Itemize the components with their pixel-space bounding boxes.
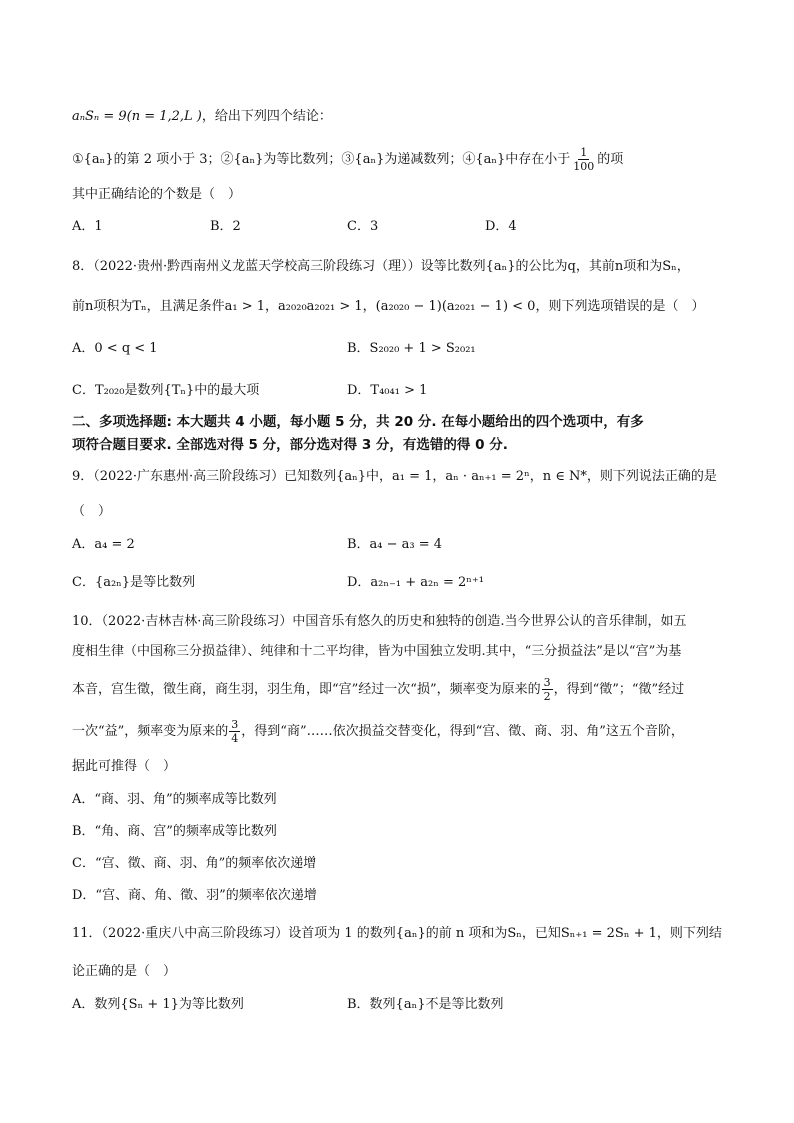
q10-stem-line4	[72, 718, 684, 745]
q8-option-d: D．T₄₀₄₁ > 1	[347, 383, 428, 398]
q8-option-a: A．0 < q < 1	[72, 341, 158, 356]
q10-stem-line3	[72, 676, 684, 703]
q10-option-b: B．“角、商、宫”的频率成等比数列	[72, 824, 277, 839]
q7-fraction-denominator: 100	[573, 160, 595, 173]
q7-option-d: D．4	[485, 219, 517, 234]
q10-fraction-2-numerator: 3	[231, 718, 239, 731]
q8-options-row2	[72, 382, 428, 400]
q7-option-b: B．2	[210, 219, 241, 234]
q11-stem-line2: 论正确的是（ ）	[72, 964, 177, 979]
q7-option-c: C．3	[347, 219, 379, 234]
q7-question: 其中正确结论的个数是（ ）	[72, 187, 242, 202]
q7-claims-text: ①{aₙ}的第 2 项小于 3；②{aₙ}为等比数列；③{aₙ}为递减数列；④{aₙ}中存在小于	[72, 152, 571, 167]
q10-stem-line2: 度相生律（中国称三分损益律）、纯律和十二平均律，皆为中国独立发明.其中，“三分损益法”是以“宫”为基	[72, 644, 682, 659]
q9-stem-line2: （ ）	[72, 504, 112, 519]
q9-option-d: D．a₂ₙ₋₁ + a₂ₙ = 2ⁿ⁺¹	[347, 575, 484, 590]
q9-option-c: C．{a₂ₙ}是等比数列	[72, 575, 196, 590]
section2-heading-line1: 二、多项选择题: 本大题共 4 小题，每小题 5 分，共 20 分. 在每小题给出的四个选项中，有多	[72, 414, 644, 430]
q7-fraction	[571, 146, 596, 173]
q11-option-a: A．数列{Sₙ + 1}为等比数列	[72, 997, 244, 1012]
q9-options-row2	[72, 574, 484, 592]
q9-option-a: A．a₄ = 2	[72, 537, 135, 552]
q7-condition	[72, 108, 332, 126]
q10-fraction-2-denominator: 4	[231, 732, 239, 745]
q10-line4-text: 一次“益”，频率变为原来的	[72, 724, 229, 739]
q10-option-c: C．“宫、徵、商、羽、角”的频率依次递增	[72, 856, 317, 871]
q7-option-a: A．1	[72, 219, 103, 234]
q7-condition-text: ，给出下列四个结论：	[201, 109, 332, 124]
q10-option-d: D．“宫、商、角、徵、羽”的频率依次递增	[72, 888, 317, 903]
q10-line3-text: 本音，宫生徵，徵生商，商生羽，羽生角，即“宫”经过一次“损”，频率变为原来的	[72, 682, 541, 697]
q7-condition-math: aₙSₙ = 9(n = 1,2,L )	[72, 109, 202, 124]
q8-options-row1	[72, 340, 476, 358]
q10-stem-line5: 据此可推得（ ）	[72, 759, 177, 774]
q9-options-row1	[72, 536, 443, 554]
section2-heading-line2: 项符合题目要求. 全部选对得 5 分，部分选对得 3 分，有选错的得 0 分.	[72, 437, 508, 453]
q7-claims-tail: 的项	[597, 152, 624, 167]
q10-line4-tail: ，得到“商”……依次损益交替变化，得到“宫、徵、商、羽、角”这五个音阶，	[241, 724, 684, 739]
q8-stem-line2: 前n项积为Tₙ，且满足条件a₁ > 1，a₂₀₂₀a₂₀₂₁ > 1，(a₂₀₂₀ − 1)(a₂₀₂₁ − 1) < 0，则下列选项错误的是（ ）	[72, 299, 705, 314]
q11-stem-line1: 11．（2022·重庆八中高三阶段练习）设首项为 1 的数列{aₙ}的前 n 项和为Sₙ，已知Sₙ₊₁ = 2Sₙ + 1，则下列结	[72, 926, 722, 941]
q10-fraction-1	[542, 676, 553, 703]
q9-stem-line1: 9．（2022·广东惠州·高三阶段练习）已知数列{aₙ}中，a₁ = 1，aₙ · aₙ₊₁ = 2ⁿ，n ∈ N*，则下列说法正确的是	[72, 469, 717, 484]
q10-stem-line1: 10．（2022·吉林吉林·高三阶段练习）中国音乐有悠久的历史和独特的创造.当今世界公认的音乐律制，如五	[72, 614, 687, 629]
q10-fraction-1-denominator: 2	[543, 690, 551, 703]
q10-fraction-1-numerator: 3	[543, 676, 551, 689]
q11-option-b: B．数列{aₙ}不是等比数列	[347, 997, 504, 1012]
q10-line3-tail: ，得到“徵”；“徵”经过	[553, 682, 685, 697]
q10-fraction-2	[229, 718, 240, 745]
q7-fraction-numerator: 1	[580, 146, 588, 159]
q8-option-b: B．S₂₀₂₀ + 1 > S₂₀₂₁	[347, 341, 476, 356]
q9-option-b: B．a₄ − a₃ = 4	[347, 537, 443, 552]
q11-options-row1	[72, 996, 504, 1014]
q7-claims	[72, 146, 623, 173]
q8-option-c: C．T₂₀₂₀是数列{Tₙ}中的最大项	[72, 383, 260, 398]
q10-option-a: A．“商、羽、角”的频率成等比数列	[72, 792, 277, 807]
q8-stem-line1: 8．（2022·贵州·黔西南州义龙蓝天学校高三阶段练习（理））设等比数列{aₙ}的公比为q，其前n项和为Sₙ，	[72, 259, 690, 274]
